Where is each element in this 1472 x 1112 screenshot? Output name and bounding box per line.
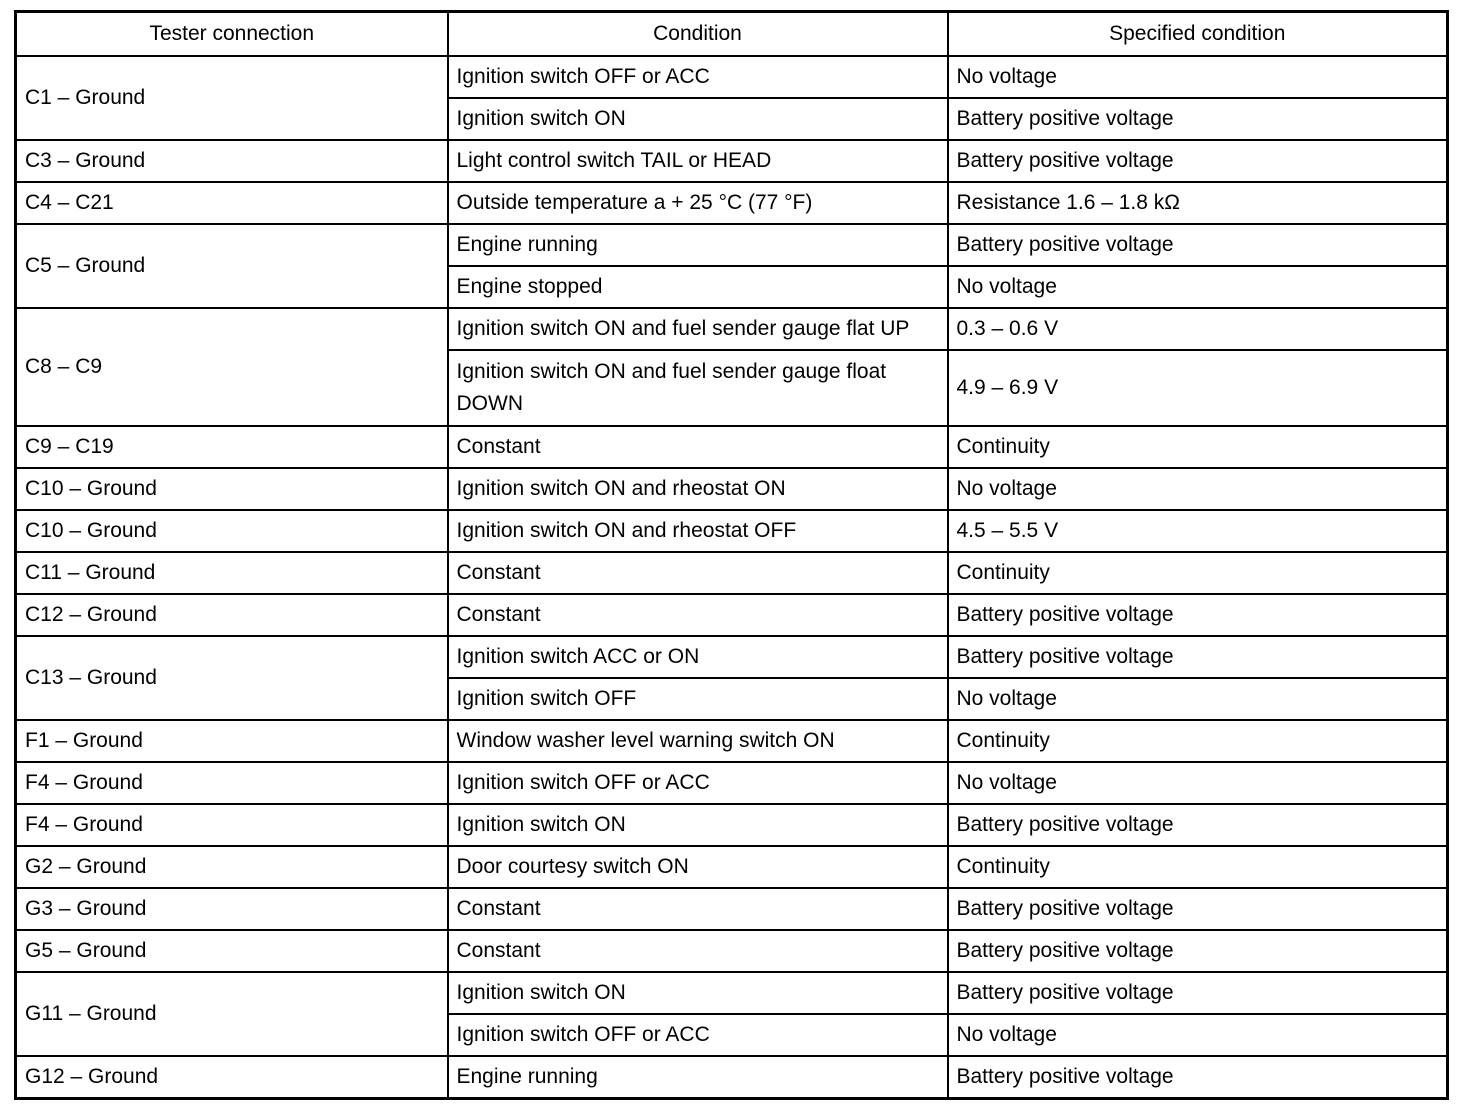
condition-cell: Constant: [448, 552, 948, 594]
table-row: [16, 224, 1448, 266]
table-row: [16, 762, 1448, 804]
condition-cell: Door courtesy switch ON: [448, 846, 948, 888]
specified-condition-cell: No voltage: [948, 266, 1448, 308]
tester-connection-cell: G3 – Ground: [16, 888, 448, 930]
tester-connection-cell: C13 – Ground: [16, 636, 448, 720]
condition-cell: Ignition switch ON and rheostat ON: [448, 468, 948, 510]
condition-cell: Ignition switch ON and rheostat OFF: [448, 510, 948, 552]
table-row: [16, 804, 1448, 846]
specified-condition-cell: Battery positive voltage: [948, 224, 1448, 266]
specified-condition-cell: Battery positive voltage: [948, 140, 1448, 182]
tester-connection-cell: F1 – Ground: [16, 720, 448, 762]
table-row: [16, 930, 1448, 972]
specified-condition-cell: No voltage: [948, 468, 1448, 510]
tester-connection-cell: C10 – Ground: [16, 468, 448, 510]
specified-condition-cell: 0.3 – 0.6 V: [948, 308, 1448, 350]
specified-condition-cell: Continuity: [948, 552, 1448, 594]
tester-connection-cell: G2 – Ground: [16, 846, 448, 888]
condition-cell: Outside temperature a + 25 °C (77 °F): [448, 182, 948, 224]
tester-connection-cell: G11 – Ground: [16, 972, 448, 1056]
tester-connection-cell: C10 – Ground: [16, 510, 448, 552]
condition-cell: Constant: [448, 930, 948, 972]
condition-cell: Ignition switch ON and fuel sender gauge flat UP: [448, 308, 948, 350]
table-row: [16, 1056, 1448, 1099]
condition-cell: Ignition switch OFF or ACC: [448, 762, 948, 804]
table-header: [16, 12, 1448, 57]
condition-cell: Ignition switch OFF or ACC: [448, 56, 948, 98]
condition-cell: Window washer level warning switch ON: [448, 720, 948, 762]
condition-cell: Ignition switch ON and fuel sender gauge float DOWN: [448, 350, 948, 426]
table-row: [16, 594, 1448, 636]
specified-condition-cell: Battery positive voltage: [948, 930, 1448, 972]
table-row: [16, 468, 1448, 510]
tester-connection-cell: C11 – Ground: [16, 552, 448, 594]
condition-cell: Ignition switch OFF or ACC: [448, 1014, 948, 1056]
tester-connection-cell: F4 – Ground: [16, 804, 448, 846]
condition-cell: Constant: [448, 594, 948, 636]
table-row: [16, 140, 1448, 182]
specified-condition-cell: 4.5 – 5.5 V: [948, 510, 1448, 552]
condition-cell: Ignition switch ON: [448, 98, 948, 140]
specified-condition-cell: Battery positive voltage: [948, 594, 1448, 636]
condition-cell: Ignition switch ON: [448, 972, 948, 1014]
header-specified-condition: Specified condition: [948, 12, 1448, 57]
specified-condition-cell: Continuity: [948, 426, 1448, 468]
specified-condition-cell: No voltage: [948, 678, 1448, 720]
condition-cell: Ignition switch ON: [448, 804, 948, 846]
specified-condition-cell: Battery positive voltage: [948, 972, 1448, 1014]
condition-cell: Constant: [448, 888, 948, 930]
condition-cell: Ignition switch ACC or ON: [448, 636, 948, 678]
table-row: [16, 308, 1448, 350]
tester-connection-cell: C1 – Ground: [16, 56, 448, 140]
condition-cell: Engine running: [448, 224, 948, 266]
table-row: [16, 56, 1448, 98]
condition-cell: Constant: [448, 426, 948, 468]
specified-condition-cell: No voltage: [948, 762, 1448, 804]
table-body: [16, 56, 1448, 1099]
table-row: [16, 636, 1448, 678]
header-condition: Condition: [448, 12, 948, 57]
tester-connection-table: [14, 10, 1449, 1100]
specified-condition-cell: Continuity: [948, 720, 1448, 762]
table-row: [16, 182, 1448, 224]
table-row: [16, 846, 1448, 888]
header-row: [16, 12, 1448, 57]
condition-cell: Engine running: [448, 1056, 948, 1099]
table-row: [16, 720, 1448, 762]
specified-condition-cell: Battery positive voltage: [948, 98, 1448, 140]
specified-condition-cell: 4.9 – 6.9 V: [948, 350, 1448, 426]
tester-connection-cell: C5 – Ground: [16, 224, 448, 308]
tester-connection-cell: C3 – Ground: [16, 140, 448, 182]
table-row: [16, 510, 1448, 552]
specified-condition-cell: Continuity: [948, 846, 1448, 888]
condition-cell: Ignition switch OFF: [448, 678, 948, 720]
tester-connection-cell: C4 – C21: [16, 182, 448, 224]
specified-condition-cell: No voltage: [948, 1014, 1448, 1056]
tester-connection-cell: C8 – C9: [16, 308, 448, 426]
specified-condition-cell: Battery positive voltage: [948, 1056, 1448, 1099]
specified-condition-cell: Battery positive voltage: [948, 636, 1448, 678]
table-row: [16, 888, 1448, 930]
tester-connection-cell: G5 – Ground: [16, 930, 448, 972]
specified-condition-cell: No voltage: [948, 56, 1448, 98]
tester-connection-cell: G12 – Ground: [16, 1056, 448, 1099]
header-tester-connection: Tester connection: [16, 12, 448, 57]
tester-connection-cell: F4 – Ground: [16, 762, 448, 804]
condition-cell: Engine stopped: [448, 266, 948, 308]
tester-connection-cell: C12 – Ground: [16, 594, 448, 636]
tester-connection-cell: C9 – C19: [16, 426, 448, 468]
specified-condition-cell: Resistance 1.6 – 1.8 kΩ: [948, 182, 1448, 224]
table-row: [16, 552, 1448, 594]
specified-condition-cell: Battery positive voltage: [948, 804, 1448, 846]
table-row: [16, 972, 1448, 1014]
table-row: [16, 426, 1448, 468]
condition-cell: Light control switch TAIL or HEAD: [448, 140, 948, 182]
specified-condition-cell: Battery positive voltage: [948, 888, 1448, 930]
